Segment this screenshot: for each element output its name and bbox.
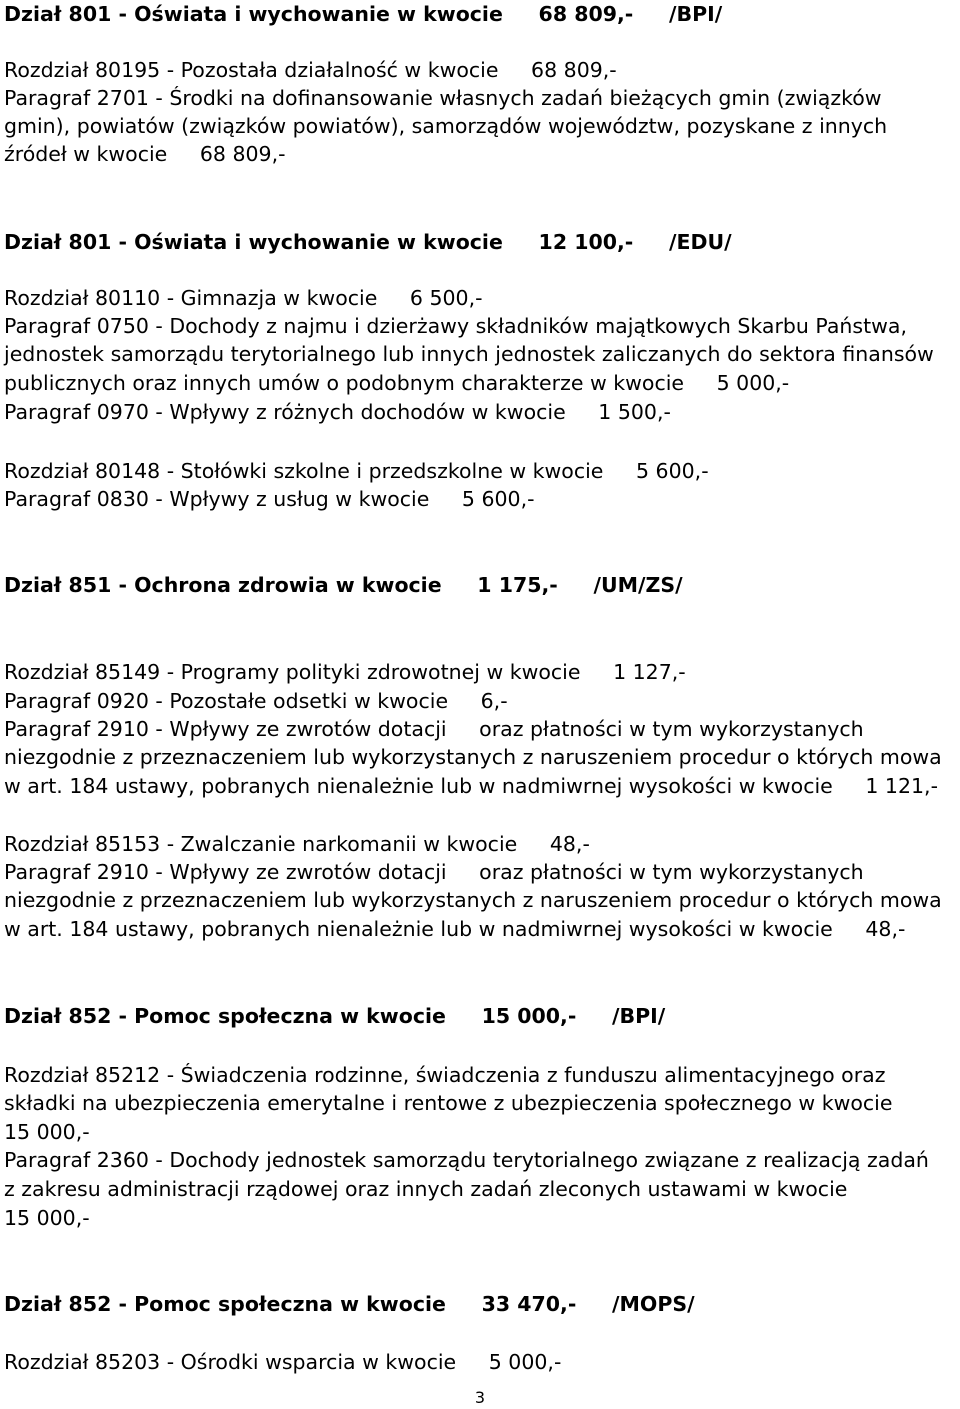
paragraph-2910-b-line-3: w art. 184 ustawy, pobranych nienależnie lub w nadmiwrnej wysokości w kwocie 48,- xyxy=(4,917,906,941)
paragraph-0830-line: Paragraf 0830 - Wpływy z usług w kwocie 5 600,- xyxy=(4,487,535,511)
paragraph-2360-line-3: 15 000,- xyxy=(4,1206,90,1230)
section-heading-dzial-801-bpi: Dział 801 - Oświata i wychowanie w kwocie 68 809,- /BPI/ xyxy=(4,2,723,26)
chapter-85149-line: Rozdział 85149 - Programy polityki zdrowotnej w kwocie 1 127,- xyxy=(4,660,686,684)
paragraph-2701-line-3: źródeł w kwocie 68 809,- xyxy=(4,142,286,166)
chapter-80148-line: Rozdział 80148 - Stołówki szkolne i przedszkolne w kwocie 5 600,- xyxy=(4,459,709,483)
paragraph-0750-line-2: jednostek samorządu terytorialnego lub innych jednostek zaliczanych do sektora finansów xyxy=(4,342,934,366)
chapter-85212-line-3: 15 000,- xyxy=(4,1120,90,1144)
chapter-80110-line: Rozdział 80110 - Gimnazja w kwocie 6 500,- xyxy=(4,286,483,310)
chapter-85212-line-1: Rozdział 85212 - Świadczenia rodzinne, świadczenia z funduszu alimentacyjnego oraz xyxy=(4,1063,886,1087)
paragraph-2910-a-line-3: w art. 184 ustawy, pobranych nienależnie lub w nadmiwrnej wysokości w kwocie 1 121,- xyxy=(4,774,938,798)
paragraph-2910-a-line-1: Paragraf 2910 - Wpływy ze zwrotów dotacji oraz płatności w tym wykorzystanych xyxy=(4,717,864,741)
paragraph-0750-line-1: Paragraf 0750 - Dochody z najmu i dzierżawy składników majątkowych Skarbu Państwa, xyxy=(4,314,907,338)
section-heading-dzial-852-bpi: Dział 852 - Pomoc społeczna w kwocie 15 000,- /BPI/ xyxy=(4,1004,666,1028)
section-heading-dzial-801-edu: Dział 801 - Oświata i wychowanie w kwocie 12 100,- /EDU/ xyxy=(4,230,732,254)
paragraph-0750-line-3: publicznych oraz innych umów o podobnym charakterze w kwocie 5 000,- xyxy=(4,371,790,395)
paragraph-0970-line: Paragraf 0970 - Wpływy z różnych dochodów w kwocie 1 500,- xyxy=(4,400,671,424)
paragraph-2910-b-line-2: niezgodnie z przeznaczeniem lub wykorzystanych z naruszeniem procedur o których mowa xyxy=(4,888,942,912)
page-number: 3 xyxy=(474,1388,486,1407)
chapter-85203-line: Rozdział 85203 - Ośrodki wsparcia w kwocie 5 000,- xyxy=(4,1350,562,1374)
paragraph-0920-line: Paragraf 0920 - Pozostałe odsetki w kwocie 6,- xyxy=(4,689,508,713)
paragraph-2701-line-1: Paragraf 2701 - Środki na dofinansowanie własnych zadań bieżących gmin (związków xyxy=(4,86,882,110)
section-heading-dzial-852-mops: Dział 852 - Pomoc społeczna w kwocie 33 470,- /MOPS/ xyxy=(4,1292,695,1316)
paragraph-2910-a-line-2: niezgodnie z przeznaczeniem lub wykorzystanych z naruszeniem procedur o których mowa xyxy=(4,745,942,769)
paragraph-2360-line-2: z zakresu administracji rządowej oraz innych zadań zleconych ustawami w kwocie xyxy=(4,1177,848,1201)
paragraph-2360-line-1: Paragraf 2360 - Dochody jednostek samorządu terytorialnego związane z realizacją zadań xyxy=(4,1148,929,1172)
chapter-85212-line-2: składki na ubezpieczenia emerytalne i rentowe z ubezpieczenia społecznego w kwocie xyxy=(4,1091,893,1115)
chapter-85153-line: Rozdział 85153 - Zwalczanie narkomanii w kwocie 48,- xyxy=(4,832,590,856)
section-heading-dzial-851: Dział 851 - Ochrona zdrowia w kwocie 1 175,- /UM/ZS/ xyxy=(4,573,683,597)
chapter-80195-line: Rozdział 80195 - Pozostała działalność w kwocie 68 809,- xyxy=(4,58,617,82)
paragraph-2701-line-2: gmin), powiatów (związków powiatów), samorządów województw, pozyskane z innych xyxy=(4,114,888,138)
paragraph-2910-b-line-1: Paragraf 2910 - Wpływy ze zwrotów dotacji oraz płatności w tym wykorzystanych xyxy=(4,860,864,884)
